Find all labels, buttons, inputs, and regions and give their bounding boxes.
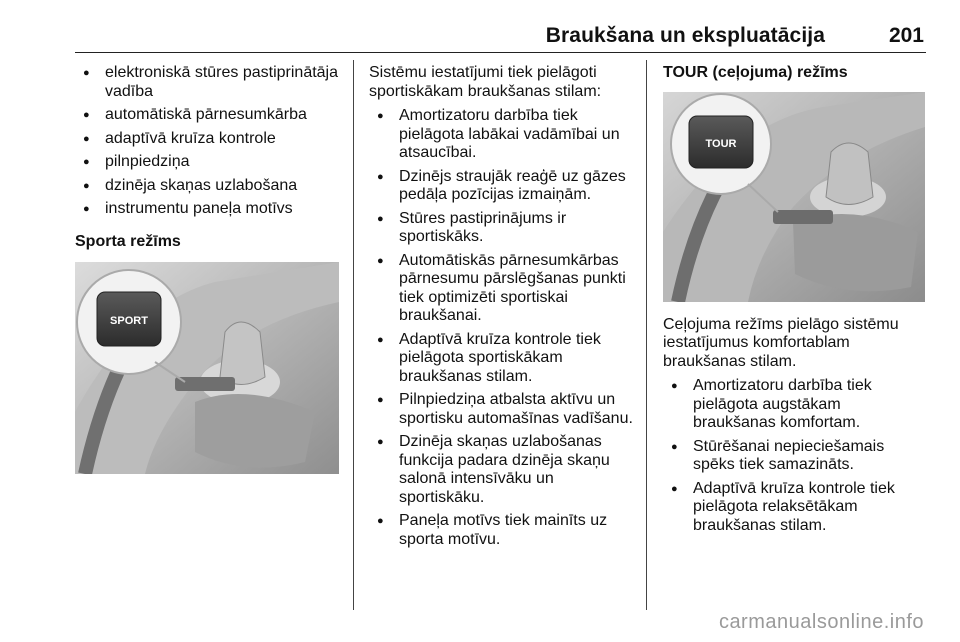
- sport-mode-photo: [75, 262, 339, 474]
- site-watermark: carmanualsonline.info: [718, 611, 924, 633]
- list-item: ● pilnpiedziņa: [75, 153, 347, 172]
- list-item: ● Stūrēšanai nepieciešamais spēks tiek samazināts.: [663, 438, 925, 475]
- list-item: ● Stūres pastiprinājums ir sportiskāks.: [369, 210, 641, 247]
- sport-mode-heading: Sporta režīms: [75, 232, 181, 250]
- feature-list: [75, 64, 347, 219]
- tour-console-illustration: [663, 92, 925, 302]
- list-item: ● elektroniskā stūres pastiprinātāja vadība: [75, 64, 347, 101]
- column-3: [663, 64, 925, 540]
- header-divider: [75, 52, 926, 53]
- list-item: ● Amortizatoru darbība tiek pielāgota labākai vadāmībai un atsaucībai.: [369, 107, 641, 163]
- sport-button-label: SPORT: [110, 315, 148, 327]
- tour-mode-heading: TOUR (ceļojuma) režīms: [663, 64, 848, 81]
- list-item: ● Automātiskās pārnesumkārbas pārnesumu pārslēgšanas punkti tiek optimizēti sportiskai braukšanai.: [369, 252, 641, 326]
- tour-effects-list: [663, 377, 925, 535]
- list-item: ● Pilnpiedziņa atbalsta aktīvu un sportisku automašīnas vadīšanu.: [369, 391, 641, 428]
- list-item: ● Dzinēja skaņas uzlabošanas funkcija padara dzinēja skaņu salonā intensīvāku un sportiskāku.: [369, 433, 641, 507]
- page-title: Braukšana un ekspluatācija: [545, 24, 825, 47]
- tour-mode-photo: [663, 92, 925, 302]
- column-1: [75, 64, 347, 474]
- sport-effects-list: [369, 107, 641, 549]
- column-divider-1: [353, 60, 354, 610]
- list-item: ● dzinēja skaņas uzlabošana: [75, 177, 347, 196]
- sport-intro-text: Sistēmu iestatījumi tiek pielāgoti sportiskākam braukšanas stilam:: [369, 64, 602, 100]
- tour-button-label: TOUR: [705, 137, 737, 150]
- tour-intro-text: Ceļojuma režīms pielāgo sistēmu iestatījumus komfortablam braukšanas stilam.: [663, 315, 899, 370]
- list-item: ● automātiskā pārnesumkārba: [75, 106, 347, 125]
- column-divider-2: [646, 60, 647, 610]
- sport-console-illustration: [75, 262, 339, 474]
- list-item: ● Adaptīvā kruīza kontrole tiek pielāgota sportiskākam braukšanas stilam.: [369, 331, 641, 387]
- column-2: [369, 64, 641, 554]
- list-item: ● Dzinējs straujāk reaģē uz gāzes pedāļa pozīcijas izmaiņām.: [369, 168, 641, 205]
- page-number: 201: [888, 24, 924, 47]
- list-item: ● Adaptīvā kruīza kontrole tiek pielāgota relaksētākam braukšanas stilam.: [663, 480, 925, 536]
- list-item: ● Amortizatoru darbība tiek pielāgota augstākam braukšanas komfortam.: [663, 377, 925, 433]
- list-item: ● adaptīvā kruīza kontrole: [75, 130, 347, 149]
- list-item: ● Paneļa motīvs tiek mainīts uz sporta motīvu.: [369, 512, 641, 549]
- list-item: ● instrumentu paneļa motīvs: [75, 200, 347, 219]
